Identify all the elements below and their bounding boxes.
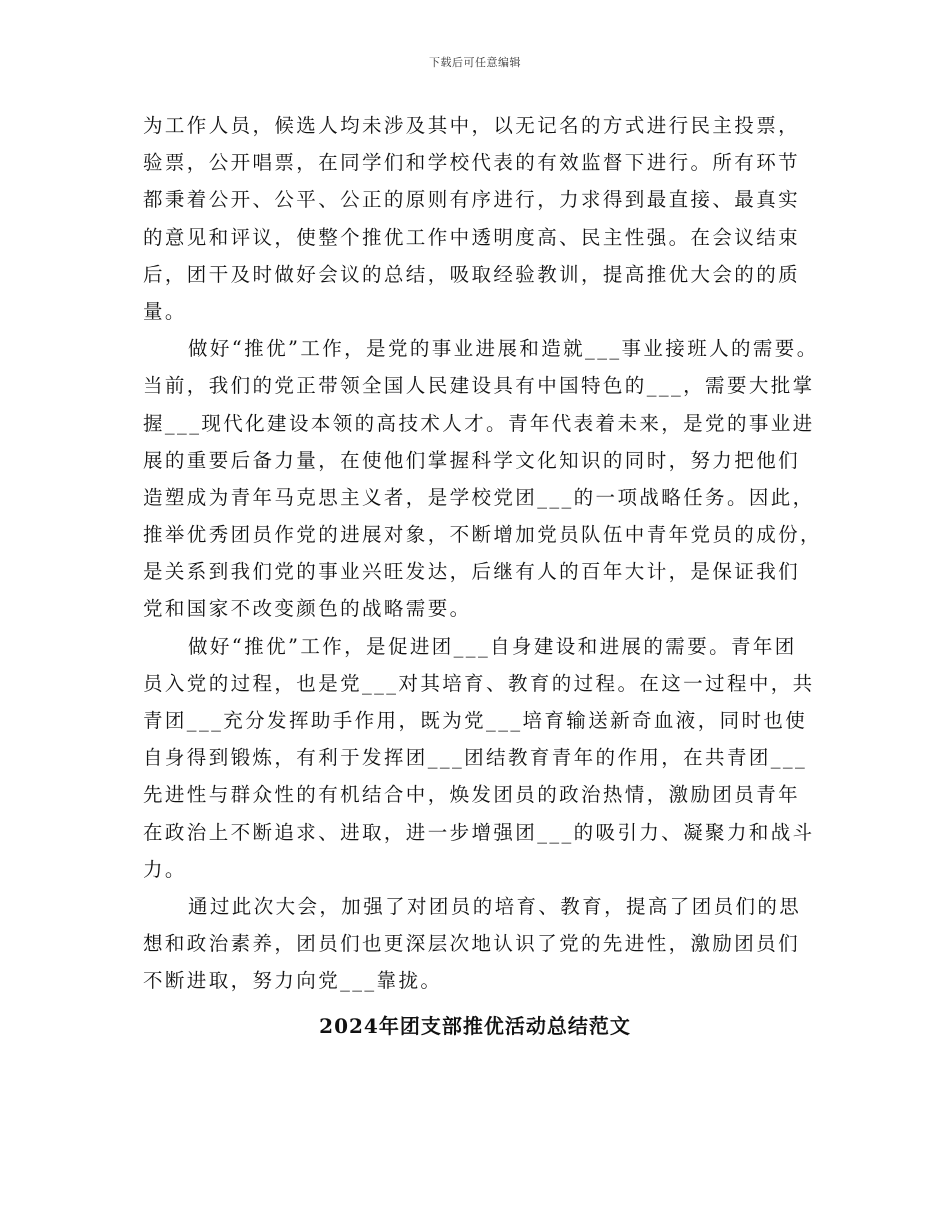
text-line: 为工作人员，候选人均未涉及其中，以无记名的方式进行民主投票，: [143, 114, 801, 137]
text-line: 力。: [143, 857, 187, 881]
text-line: 造塑成为青年马克思主义者，是学校党团___的一项战略任务。因此，: [143, 485, 815, 509]
text-line: 先进性与群众性的有机结合中，焕发团员的政治热情，激励团员青年: [143, 783, 801, 807]
text-line: 量。: [143, 299, 187, 323]
text-line: 员入党的过程，也是党___对其培育、教育的过程。在这一过程中，共: [143, 671, 815, 695]
paragraph: [143, 628, 833, 888]
text-line: 青团___充分发挥助手作用，既为党___培育输送新奇血液，同时也使: [143, 709, 808, 732]
text-line: 不断进取，努力向党___靠拢。: [143, 969, 443, 993]
page-header: 下载后可任意编辑: [429, 56, 521, 69]
text-line: 后，团干及时做好会议的总结，吸取经验教训，提高推优大会的的质: [143, 262, 801, 286]
text-line: 做好“推优”工作，是党的事业进展和造就___事业接班人的需要。: [188, 337, 819, 361]
paragraph: [143, 107, 833, 330]
paragraph: [143, 330, 833, 628]
paragraph: [143, 888, 833, 1000]
text-line: 验票，公开唱票，在同学们和学校代表的有效监督下进行。所有环节: [143, 151, 801, 175]
section-title: 2024年团支部推优活动总结范文: [319, 1014, 631, 1038]
text-line: 党和国家不改变颜色的战略需要。: [143, 597, 472, 621]
text-line: 做好“推优”工作，是促进团___自身建设和进展的需要。青年团: [188, 634, 797, 658]
text-line: 在政治上不断追求、进取，进一步增强团___的吸引力、凝聚力和战斗: [143, 820, 815, 844]
text-line: 自身得到锻炼，有利于发挥团___团结教育青年的作用，在共青团___: [143, 746, 808, 770]
text-line: 通过此次大会，加强了对团员的培育、教育，提高了团员们的思: [188, 894, 802, 918]
document-body: [143, 107, 833, 1000]
text-line: 当前，我们的党正带领全国人民建设具有中国特色的___，需要大批掌: [143, 374, 815, 398]
text-line: 的意见和评议，使整个推优工作中透明度高、民主性强。在会议结束: [143, 225, 801, 249]
text-line: 握___现代化建设本领的高技术人才。青年代表着未来，是党的事业进: [143, 411, 815, 435]
text-line: 是关系到我们党的事业兴旺发达，后继有人的百年大计，是保证我们: [143, 560, 801, 584]
text-line: 都秉着公开、公平、公正的原则有序进行，力求得到最直接、最真实: [143, 188, 801, 212]
text-line: 展的重要后备力量，在使他们掌握科学文化知识的同时，努力把他们: [143, 448, 801, 472]
text-line: 推举优秀团员作党的进展对象，不断增加党员队伍中青年党员的成份，: [143, 523, 822, 547]
text-line: 想和政治素养，团员们也更深层次地认识了党的先进性，激励团员们: [143, 932, 801, 956]
